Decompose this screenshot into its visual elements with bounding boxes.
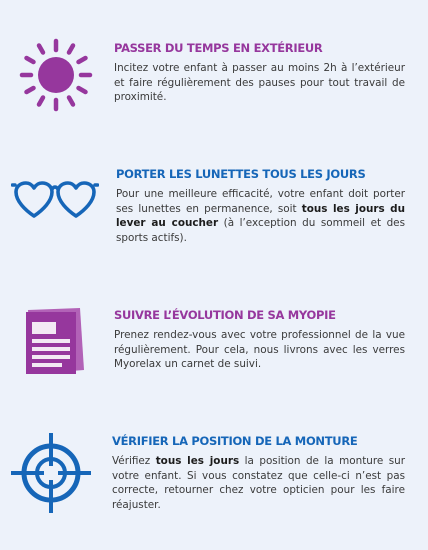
notebook-icon <box>24 306 86 378</box>
outdoor-text-block <box>114 41 405 105</box>
section-description: Vérifiez tous les jours la position de la monture sur votre enfant. Si vous constatez que celle-ci n’est pas correcte, retourner chez votre opticien pour les faire réajuster. <box>112 455 406 511</box>
section-title: PASSER DU TEMPS EN EXTÉRIEUR <box>114 41 323 55</box>
section-wear-glasses <box>0 130 428 280</box>
section-title: SUIVRE L’ÉVOLUTION DE SA MYOPIE <box>114 308 336 322</box>
section-description: Incitez votre enfant à passer au moins 2h à l’extérieur et faire régulièrement des pauses pour tout travail de proximité. <box>114 62 405 104</box>
section-check-frame <box>0 420 428 550</box>
section-follow-myopia <box>0 280 428 420</box>
section-outdoor-time <box>0 0 428 130</box>
frame-text-block <box>112 434 405 512</box>
crosshair-icon <box>9 431 93 515</box>
myopia-text-block <box>114 308 405 372</box>
heart-glasses-icon <box>11 178 99 220</box>
section-title: VÉRIFIER LA POSITION DE LA MONTURE <box>112 434 358 448</box>
section-description: Pour une meilleure efficacité, votre enfant doit porter ses lunettes en permanence, soit tous les jours du lever au coucher (à l’exception du sommeil et des sports actifs). <box>116 188 406 244</box>
highlight-text: tous les jours <box>155 455 240 467</box>
sun-icon <box>19 38 93 112</box>
section-description: Prenez rendez-vous avec votre professionnel de la vue régulièrement. Pour cela, nous livrons avec les verres Myorelax un carnet de suivi. <box>114 329 405 371</box>
highlight-text: tous les jours du lever au coucher <box>116 202 406 230</box>
glasses-text-block <box>116 167 405 245</box>
section-title: PORTER LES LUNETTES TOUS LES JOURS <box>116 167 366 181</box>
